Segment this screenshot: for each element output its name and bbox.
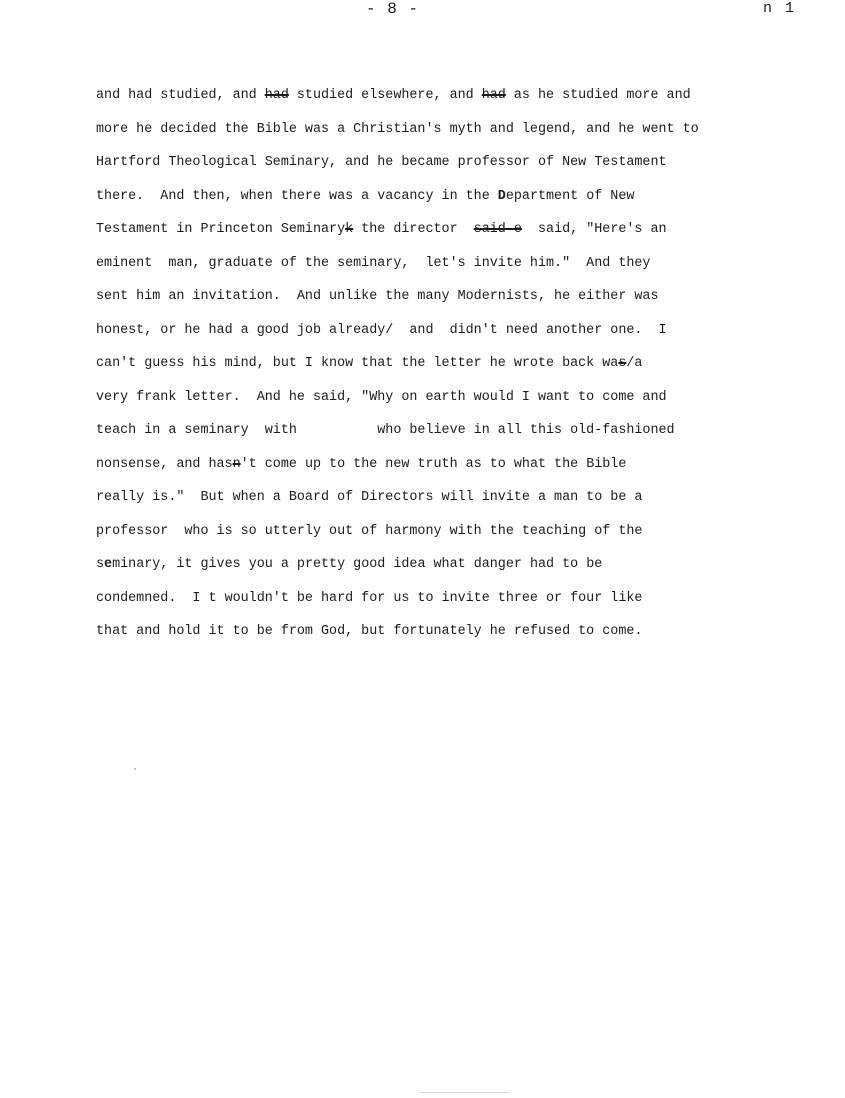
struck-text: n	[232, 456, 241, 472]
text-line	[96, 588, 796, 622]
text-segment: there. And then, when there was a vacancy in the	[96, 188, 498, 204]
scan-edge-mark	[420, 1092, 510, 1093]
text-line	[96, 387, 796, 421]
text-line	[96, 420, 796, 454]
text-segment: Testament in Princeton Seminary	[96, 222, 346, 237]
text-line	[96, 621, 796, 655]
text-segment: really is." But when a Board of Directors will invite a man to be a	[96, 490, 643, 505]
text-segment: epartment of New	[505, 188, 635, 204]
text-segment: condemned. I t wouldn't be hard for us to invite three or four like	[96, 590, 643, 606]
text-line	[96, 85, 796, 119]
text-line	[96, 152, 796, 186]
text-segment: /a	[626, 356, 643, 371]
overtyped-text: D	[497, 188, 506, 204]
text-line	[96, 521, 796, 555]
text-segment: very frank letter. And he said, "Why on earth would I want to come and	[96, 389, 667, 405]
struck-text: had	[264, 88, 289, 103]
text-line	[96, 253, 796, 287]
text-segment: minary, it gives you a pretty good idea what danger had to be	[112, 557, 603, 572]
text-segment: sent him an invitation. And unlike the many Modernists, he either was	[96, 289, 659, 304]
text-segment: the director	[353, 222, 474, 237]
text-segment: teach in a seminary with who believe in all this old-fashioned	[96, 423, 675, 438]
text-segment: 't come up to the new truth as to what the Bible	[240, 456, 627, 472]
text-line	[96, 186, 796, 220]
text-segment: that and hold it to be from God, but fortunately he refused to come.	[96, 624, 643, 639]
text-segment: honest, or he had a good job already/ and didn't need another one. I	[96, 322, 667, 338]
text-segment: s	[96, 557, 105, 572]
text-line	[96, 219, 796, 253]
text-line	[96, 286, 796, 320]
text-segment: studied elsewhere, and	[288, 88, 482, 103]
text-line	[96, 119, 796, 153]
struck-text: s	[618, 356, 627, 371]
overtyped-text: e	[104, 557, 113, 572]
body-text	[96, 85, 796, 655]
stray-dot	[134, 768, 136, 770]
text-line	[96, 454, 796, 488]
text-segment: professor who is so utterly out of harmony with the teaching of the	[96, 523, 643, 539]
text-segment: eminent man, graduate of the seminary, let's invite him." And they	[96, 255, 651, 271]
text-line	[96, 554, 796, 588]
struck-text: had	[481, 88, 506, 103]
text-line	[96, 353, 796, 387]
text-line	[96, 320, 796, 354]
text-segment: can't guess his mind, but I know that the letter he wrote back wa	[96, 356, 619, 371]
page-corner-mark: n 1	[763, 0, 797, 17]
page-number: - 8 -	[366, 0, 420, 18]
text-segment: Hartford Theological Seminary, and he became professor of New Testament	[96, 155, 667, 170]
text-segment: nonsense, and has	[96, 456, 233, 472]
text-segment: more he decided the Bible was a Christian's myth and legend, and he went to	[96, 121, 699, 137]
struck-text: k	[345, 222, 354, 237]
text-segment: and had studied, and	[96, 88, 265, 103]
text-line	[96, 487, 796, 521]
text-segment: said, "Here's an	[521, 222, 667, 237]
struck-text: said-e	[473, 222, 522, 237]
text-segment: as he studied more and	[505, 88, 691, 103]
